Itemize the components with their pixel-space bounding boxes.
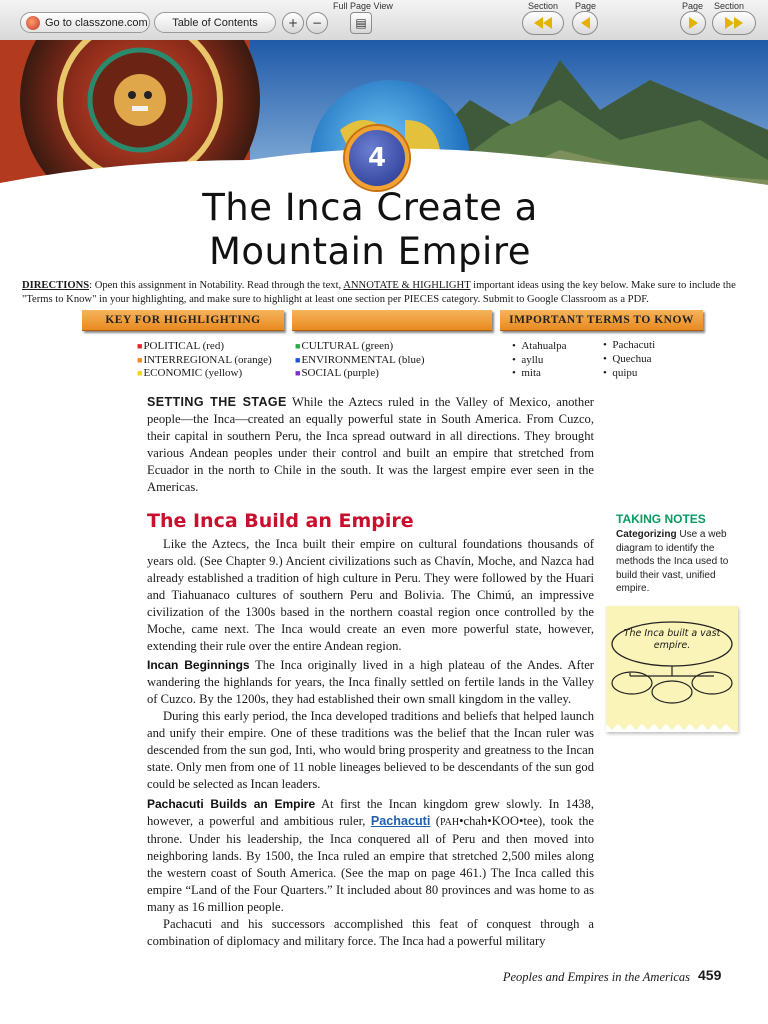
term-item: • ayllu xyxy=(512,354,544,366)
right-arrow-icon xyxy=(689,17,698,29)
previous-section-button[interactable] xyxy=(522,11,564,35)
chapter-number-badge: 4 xyxy=(345,126,409,190)
category-economic: ■ECONOMIC (yellow) xyxy=(137,367,243,379)
incan-beginnings-text: The Inca originally lived in a high plateau of the Andes. After wandering the highlands for years, the Inca finally settled on fertile lands in the Valley of Cuzco. By the 1200s, they had established their own small kingdom in the valley. xyxy=(147,658,594,706)
next-section-button[interactable] xyxy=(712,11,756,35)
page-back-label: Page xyxy=(575,1,597,11)
red-bullet-icon: ■ xyxy=(137,341,143,351)
section-back-label: Section xyxy=(528,1,559,11)
double-right-arrow-icon xyxy=(725,17,734,29)
incan-beginnings-heading: Incan Beginnings xyxy=(147,658,250,672)
classzone-logo-icon xyxy=(26,16,40,30)
directions-emphasis: ANNOTATE & HIGHLIGHT xyxy=(343,280,471,291)
main-text-column xyxy=(147,536,594,950)
term-item: • Quechua xyxy=(603,353,652,365)
key-for-highlighting-header: KEY FOR HIGHLIGHTING xyxy=(82,310,284,331)
classzone-label: Go to classzone.com xyxy=(45,17,148,29)
blue-bullet-icon: ■ xyxy=(295,355,301,365)
paragraph-traditions: During this early period, the Inca developed traditions and beliefs that helped launch and unify their empire. One of these traditions was the belief that the Incan ruler was descended from the sun god, Inti, who would bring prosperity and greatness to the Incan state. Only men from one of 11 noble lineages believed to be descendants of the sun god could be selected as Incan leaders. xyxy=(147,709,594,791)
page-number: 459 xyxy=(698,967,722,983)
setting-the-stage-paragraph xyxy=(147,394,594,496)
chapter-title-line-2: Mountain Empire xyxy=(209,230,531,273)
paragraph-pachacuti: Pachacuti Builds an Empire At first the Incan kingdom grew slowly. In 1438, however, a powerful and ambitious ruler, Pachacuti (PAH•chah•KOO•tee), took the throne. Under his leadership, the Inca conquered all of Peru and then moved into neighboring lands. By 1500, the Inca ruled an empire that stretched 2,500 miles along the western coast of South America. (See the map on page 461.) The Inca called this empire “Land of the Four Quarters.” It included about 80 provinces and was home to as many as 16 million people. xyxy=(147,797,594,914)
previous-page-button[interactable] xyxy=(572,11,598,35)
full-page-view-label: Full Page View xyxy=(333,1,393,11)
web-diagram-center-text: The Inca built a vast empire. xyxy=(623,628,721,651)
directions-part-1: : Open this assignment in Notability. Read through the text, xyxy=(89,280,344,291)
reader-toolbar xyxy=(0,0,768,41)
important-terms-header: IMPORTANT TERMS TO KNOW xyxy=(500,310,703,331)
toc-label: Table of Contents xyxy=(172,17,258,29)
directions-lead: DIRECTIONS xyxy=(22,280,90,291)
zoom-out-icon[interactable]: − xyxy=(306,12,328,34)
section-forward-label: Section xyxy=(714,1,745,11)
category-political: ■POLITICAL (red) xyxy=(137,340,224,352)
double-left-arrow-icon xyxy=(534,17,543,29)
term-item: • Pachacuti xyxy=(603,339,656,351)
green-bullet-icon: ■ xyxy=(295,341,301,351)
left-arrow-icon xyxy=(581,17,590,29)
pachacuti-term-link[interactable]: Pachacuti xyxy=(370,814,431,828)
setting-the-stage-label: SETTING THE STAGE xyxy=(147,395,287,409)
categorizing-skill: Categorizing xyxy=(616,529,677,540)
full-page-view-icon[interactable]: ▤ xyxy=(350,12,372,34)
book-title-footer: Peoples and Empires in the Americas xyxy=(502,970,690,984)
paragraph-incan-beginnings xyxy=(147,657,594,708)
assignment-directions xyxy=(22,279,752,306)
term-item: • quipu xyxy=(603,367,638,379)
chapter-title-line-1: The Inca Create a xyxy=(202,186,538,229)
table-of-contents-button[interactable] xyxy=(154,12,276,33)
taking-notes-heading: TAKING NOTES xyxy=(616,512,706,526)
paragraph-conquest: Pachacuti and his successors accomplished this feat of conquest through a combination of diplomacy and military force. The Inca had a powerful military xyxy=(147,917,594,948)
category-environmental: ■ENVIRONMENTAL (blue) xyxy=(295,354,425,366)
category-social: ■SOCIAL (purple) xyxy=(295,367,379,379)
web-diagram-note-card xyxy=(606,606,738,732)
next-page-button[interactable] xyxy=(680,11,706,35)
orange-bullet-icon: ■ xyxy=(137,355,143,365)
purple-bullet-icon: ■ xyxy=(295,368,301,378)
yellow-bullet-icon: ■ xyxy=(137,368,143,378)
category-interregional: ■INTERREGIONAL (orange) xyxy=(137,354,272,366)
paragraph-foundations: Like the Aztecs, the Inca built their empire on cultural foundations thousands of years old. (See Chapter 9.) Ancient civilizations such as Chavín, Moche, and Nazca had already established a tradition of high culture in Peru. They were followed by the Huari and Tiahuanaco cultures of southern Peru and Bolivia. The Chimú, an impressive civilization of the 1300s based in the northern coastal region once controlled by the Moche, came next. The Inca would create an even more powerful state, however, extending their rule over the entire Andean region. xyxy=(147,537,594,653)
directions-part-2: important ideas using the key below. Make sure to include the "Terms to Know" in your highlighting, and make sure to highlight at least one section per PIECES category. Submit to Google Classroom as a PDF. xyxy=(22,280,736,305)
term-item: • Atahualpa xyxy=(512,340,567,352)
category-cultural: ■CULTURAL (green) xyxy=(295,340,394,352)
key-spacer-bar xyxy=(292,310,492,331)
zoom-in-icon[interactable]: + xyxy=(282,12,304,34)
pachacuti-heading: Pachacuti Builds an Empire xyxy=(147,797,316,811)
section-heading: The Inca Build an Empire xyxy=(147,510,414,532)
page-forward-label: Page xyxy=(682,1,704,11)
taking-notes-instructions: Categorizing Use a web diagram to identify the methods the Inca used to build their vast, unified empire. xyxy=(616,529,729,594)
term-item: • mita xyxy=(512,367,541,379)
classzone-button[interactable] xyxy=(20,12,150,33)
setting-text: While the Aztecs ruled in the Valley of Mexico, another people—the Inca—created an equally powerful state in South America. From Cuzco, their capital in southern Peru, the Inca spread outward in all directions. They brought various Andean peoples under their control and built an empire that stretched from Ecuador in the north to Chile in the south. It was the largest empire ever seen in the Americas. xyxy=(147,395,594,494)
